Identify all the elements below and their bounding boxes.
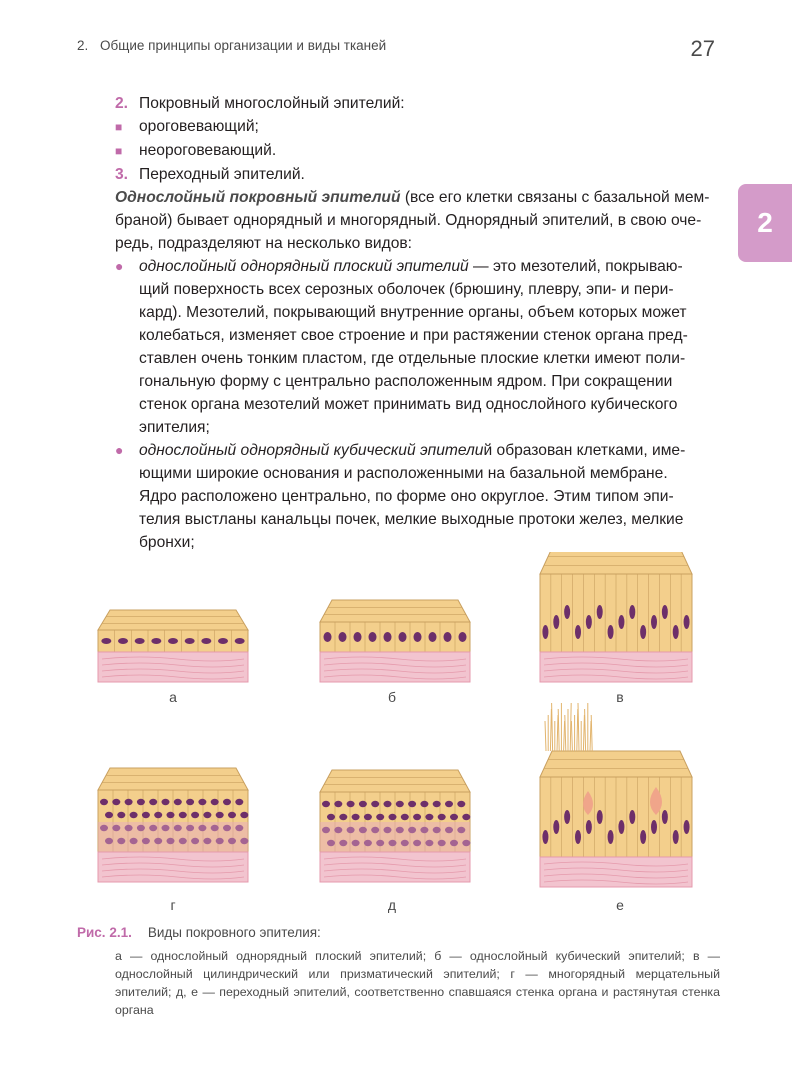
bullet-line: эпителия; [139, 419, 210, 436]
nucleus [130, 812, 138, 818]
nucleus [553, 615, 559, 629]
nucleus [433, 801, 441, 807]
nucleus [450, 814, 458, 820]
sub-list-item [115, 115, 715, 139]
nucleus [174, 799, 182, 805]
nucleus [179, 812, 187, 818]
nucleus [167, 812, 175, 818]
nucleus [384, 801, 392, 807]
nucleus [618, 615, 624, 629]
cell-surface [98, 610, 248, 630]
panel-label: г [170, 897, 176, 913]
nucleus [662, 605, 668, 619]
list-number: 3. [115, 166, 129, 183]
panel-label: в [616, 689, 624, 705]
nucleus [201, 638, 211, 644]
nucleus [371, 801, 379, 807]
chapter-title: Общие принципы организации и виды тканей [100, 38, 387, 53]
epithelium-panel [320, 770, 470, 913]
epithelium-panel [98, 610, 248, 705]
nucleus [651, 820, 657, 834]
nucleus [445, 801, 453, 807]
bullet-line: й образован клетками, име- [483, 442, 686, 459]
nucleus [438, 814, 446, 820]
nucleus [216, 812, 224, 818]
nucleus [684, 820, 690, 834]
cilium [565, 715, 566, 751]
nucleus [651, 615, 657, 629]
square-bullet-icon: ■ [115, 120, 123, 134]
figure-number: Рис. 2.1. [77, 925, 132, 940]
list-item [115, 92, 715, 115]
nucleus [586, 820, 592, 834]
panel-label: а [169, 689, 177, 705]
page-number: 27 [690, 36, 715, 61]
nucleus [100, 799, 108, 805]
bullet-dot-icon: ● [115, 258, 124, 274]
nucleus [662, 810, 668, 824]
nucleus [151, 638, 161, 644]
nucleus [364, 814, 372, 820]
nucleus [191, 812, 199, 818]
nucleus [389, 814, 397, 820]
bullet-dot-icon: ● [115, 442, 124, 458]
nucleus [198, 799, 206, 805]
cilium [585, 709, 586, 751]
nucleus [640, 625, 646, 639]
cell-surface [540, 751, 692, 777]
nucleus [684, 615, 690, 629]
epithelium-illustrations [80, 552, 720, 922]
nucleus [564, 810, 570, 824]
nucleus [408, 801, 416, 807]
square-bullet-icon: ■ [115, 144, 123, 158]
bullet-term: однослойный однорядный плоский эпителий [139, 258, 469, 275]
paragraph [115, 186, 715, 255]
nucleus [384, 632, 392, 642]
nucleus [105, 812, 113, 818]
nucleus [575, 830, 581, 844]
nucleus [376, 814, 384, 820]
nucleus [420, 801, 428, 807]
nucleus [401, 814, 409, 820]
nucleus [211, 799, 219, 805]
nucleus [168, 638, 178, 644]
nucleus [203, 812, 211, 818]
nucleus [223, 799, 231, 805]
cilium [557, 715, 558, 751]
nucleus [597, 810, 603, 824]
nucleus [334, 801, 342, 807]
bullet-item [115, 439, 715, 554]
nucleus [186, 799, 194, 805]
running-head [77, 38, 386, 53]
cilium [570, 703, 571, 751]
panel-label: б [387, 689, 397, 705]
figure-caption-title [77, 925, 321, 940]
cilium [558, 709, 559, 751]
nucleus [629, 810, 635, 824]
nucleus [137, 799, 145, 805]
sub-item-text: ороговевающий; [139, 118, 259, 135]
cilium [550, 709, 551, 751]
nucleus [629, 605, 635, 619]
cell-surface [320, 600, 470, 622]
list-number: 2. [115, 95, 129, 112]
nucleus [162, 799, 170, 805]
bullet-line: — это мезотелий, покрываю- [468, 258, 683, 275]
cilium [571, 721, 572, 751]
nucleus [462, 814, 470, 820]
nucleus [185, 638, 195, 644]
nucleus [240, 812, 248, 818]
nucleus [322, 801, 330, 807]
term: Однослойный покровный эпителий [115, 189, 401, 206]
nucleus [359, 801, 367, 807]
nucleus [457, 801, 465, 807]
nucleus [228, 812, 236, 818]
nucleus [414, 632, 422, 642]
nucleus [324, 632, 332, 642]
para-line: (все его клетки связаны с базальной мем- [400, 189, 710, 206]
list-item-text: Переходный эпителий. [139, 166, 305, 183]
cell-surface [320, 770, 470, 792]
bullet-line: колебаться, изменяет свое строение и при растяжении стенок органа пред- [139, 327, 688, 344]
nucleus [425, 814, 433, 820]
figure-title: Виды покровного эпителия: [147, 925, 321, 940]
bullet-line: гональную форму с центрально расположенным ядром. При сокращении [139, 373, 673, 390]
cilium [583, 715, 584, 751]
cilium [545, 721, 546, 751]
nucleus [608, 830, 614, 844]
epithelium-figure [80, 552, 720, 922]
sub-item-text: неороговевающий. [139, 142, 277, 159]
bullet-line: ющими широкие основания и расположенными на базальной мембране. [139, 465, 668, 482]
nucleus [444, 632, 452, 642]
cilium [578, 703, 579, 751]
nucleus [154, 812, 162, 818]
sub-list-item [115, 139, 715, 163]
cell-surface [540, 552, 692, 574]
nucleus [673, 625, 679, 639]
nucleus [235, 638, 245, 644]
panel-label: д [387, 897, 397, 913]
list-item [115, 163, 715, 186]
nucleus [142, 812, 150, 818]
bullet-line: щий поверхность всех серозных оболочек (брюшину, плевру, эпи- и пери- [139, 281, 674, 298]
nucleus [149, 799, 157, 805]
list-item-text: Покровный многослойный эпителий: [139, 95, 405, 112]
basal-cell-layer [98, 822, 248, 852]
nucleus [597, 605, 603, 619]
nucleus [118, 638, 128, 644]
nucleus [673, 830, 679, 844]
nucleus [347, 801, 355, 807]
figure-caption-text: а — однослойный однорядный плоский эпителий; б — однослойный кубический эпителий; в — однослойный цилиндрический или призматический эпителий; г — многорядный мерцательный эпителий; д, е — переходный эпителий, соответственно спавшаяся стенка органа и растянутая стенка органа [115, 949, 720, 1017]
nucleus [413, 814, 421, 820]
nucleus [429, 632, 437, 642]
nucleus [327, 814, 335, 820]
chapter-number: 2. [77, 38, 89, 53]
body-text [115, 92, 715, 554]
nucleus [117, 812, 125, 818]
bullet-item [115, 255, 715, 439]
nucleus [235, 799, 243, 805]
nucleus [339, 814, 347, 820]
cilium [552, 703, 553, 751]
nucleus [101, 638, 111, 644]
cilium [577, 709, 578, 751]
basal-cell-layer [320, 822, 470, 852]
nucleus [354, 632, 362, 642]
nucleus [553, 820, 559, 834]
cilium [590, 721, 591, 751]
nucleus [575, 625, 581, 639]
para-line: браной) бывает однорядный и многорядный. Однорядный эпителий, в свою оче- [115, 212, 702, 229]
nucleus [396, 801, 404, 807]
nucleus [564, 605, 570, 619]
cilium [564, 721, 565, 751]
epithelium-panel [98, 768, 248, 913]
bullet-term: однослойный однорядный кубический эпители [139, 442, 484, 459]
nucleus [218, 638, 228, 644]
nucleus [459, 632, 467, 642]
nucleus [135, 638, 145, 644]
bullet-line: стенок органа мезотелий может принимать вид однослойного кубического [139, 396, 678, 413]
nucleus [608, 625, 614, 639]
nucleus [352, 814, 360, 820]
nucleus [112, 799, 120, 805]
nucleus [399, 632, 407, 642]
nucleus [640, 830, 646, 844]
cell-surface [98, 768, 248, 790]
nucleus [339, 632, 347, 642]
epithelium-panel [320, 600, 470, 705]
epithelium-panel [540, 552, 692, 705]
para-line: редь, подразделяют на несколько видов: [115, 235, 412, 252]
bullet-line: бронхи; [139, 534, 195, 551]
nucleus [369, 632, 377, 642]
nucleus [125, 799, 133, 805]
cilium [591, 715, 592, 751]
nucleus [542, 625, 548, 639]
nucleus [618, 820, 624, 834]
nucleus [586, 615, 592, 629]
panel-label: е [616, 897, 624, 913]
chapter-side-tab: 2 [738, 184, 792, 262]
epithelium-panel [540, 703, 692, 913]
bullet-line: телия выстланы канальцы почек, мелкие выходные протоки желез, мелкие [139, 511, 684, 528]
bullet-line: ставлен очень тонким пластом, где отдельные плоские клетки имеют поли- [139, 350, 686, 367]
bullet-line: Ядро расположено центрально, по форме оно округлое. Этим типом эпи- [139, 488, 674, 505]
bullet-line: кард). Мезотелий, покрывающий внутренние органы, объем которых может [139, 304, 687, 321]
nucleus [542, 830, 548, 844]
